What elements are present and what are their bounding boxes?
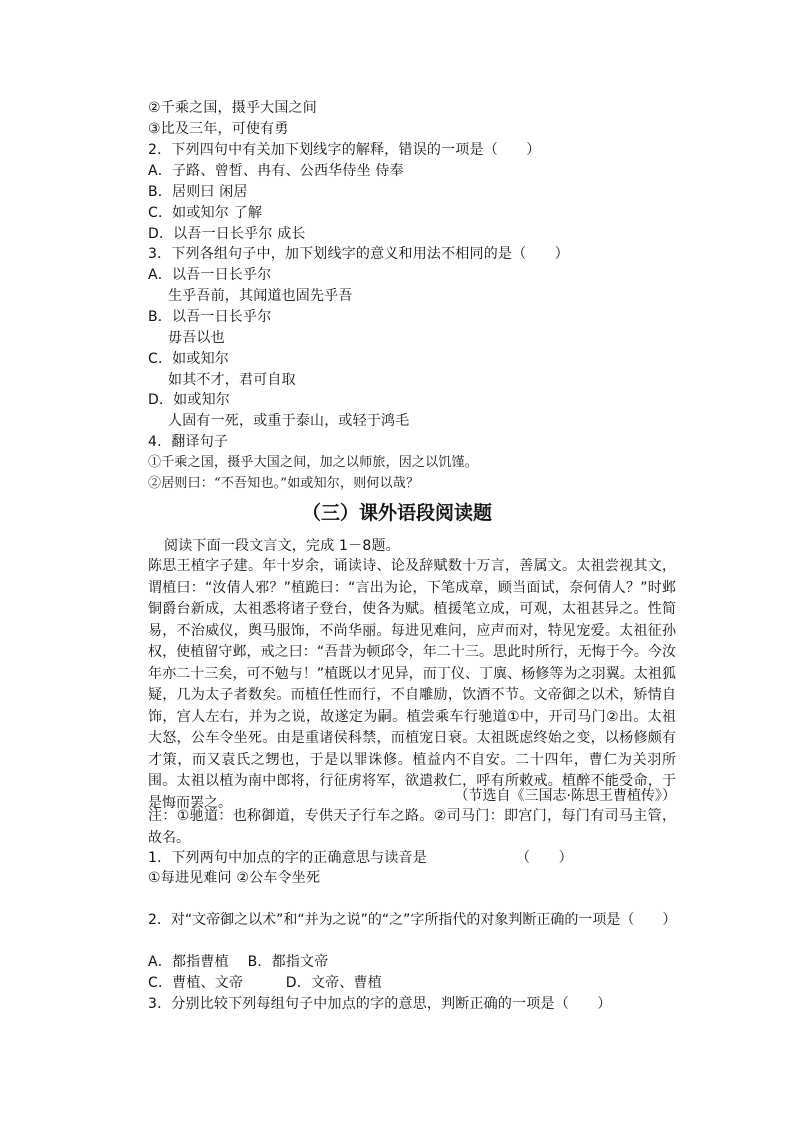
question-2-option-c: C．如或知尔 了解: [148, 205, 263, 221]
question-3-option-d-pair: 人固有一死，或重于泰山，或轻于鸿毛: [168, 413, 410, 429]
question-2-option-b: B．居则曰 闲居: [148, 184, 248, 200]
exercise-2-options-row-1: A．都指曹植 B．都指文帝: [148, 954, 329, 970]
exercise-1-answer-paren: （ ）: [516, 850, 573, 866]
exercise-1-stem: 1．下列两句中加点的字的正确意思与读音是: [148, 850, 427, 866]
text-line: ②千乘之国，摄乎大国之间: [148, 100, 317, 116]
passage-note-text: 注：①驰道：也称御道，专供天子行车之路。②司马门：即宫门，每门有司马主管，故名。: [148, 808, 676, 846]
question-3-option-c: C．如或知尔: [148, 351, 229, 367]
passage-source: （节选自《三国志·陈思王曹植传》）: [454, 788, 676, 804]
question-2-option-a: A．子路、曾皙、冉有、公西华侍坐 侍奉: [148, 163, 404, 179]
question-3-option-d: D．如或知尔: [148, 392, 230, 408]
question-2-option-d: D．以吾一日长乎尔 成长: [148, 226, 306, 242]
section-title: （三）课外语段阅读题: [301, 502, 492, 524]
question-2-stem: 2．下列四句中有关加下划线字的解释，错误的一项是（ ）: [148, 142, 541, 158]
question-3-option-c-pair: 如其不才，君可自取: [168, 372, 296, 388]
question-3-option-a: A．以吾一日长乎尔: [148, 267, 272, 283]
exercise-3-stem: 3．分别比较下列每组句子中加点的字的意思，判断正确的一项是（ ）: [148, 996, 612, 1012]
question-3-option-b-pair: 毋吾以也: [168, 330, 225, 346]
text-line: ③比及三年，可使有勇: [148, 121, 289, 137]
passage-body: 陈思王植字子建。年十岁余，诵读诗、论及辞赋数十万言，善属文。太祖尝视其文，谓植曰：“汝倩人邪？”植跪曰：“言出为论，下笔成章，顾当面试，奈何倩人？”时邺铜爵台新成，太祖悉将诸子登台，使各为赋。植援笔立成，可观，太祖甚异之。性简易，不治威仪，舆马服饰，不尚华丽。每进见难问，应声而对，特见宠爱。太祖征孙权，使植留守邺，戒之曰：“吾昔为顿邱令，年二十三。思此时所行，无悔于今。今汝年亦二十三矣，可不勉与！”植既以才见异，而丁仪、丁廙、杨修等为之羽翼。太祖狐疑，几为太子者数矣。而植任性而行，不自雕励，饮酒不节。文帝御之以术，矫情自饰，宫人左右，并为之说，故遂定为嗣。植尝乘车行驰道①中，开司马门②出。太祖大怒，公车令坐死。由是重诸侯科禁，而植宠日衰。太祖既虑终始之变，以杨修颇有才策，而又袁氏之甥也，于是以罪诛修。植益内不自安。二十四年，曹仁为关羽所围。太祖以植为南中郎将，行征虏将军，欲遣救仁，呼有所敕戒。植醉不能受命，于是悔而罢之。: [148, 558, 676, 811]
translate-sentence-2: ②居则曰：“不吾知也。”如或知尔，则何以哉？: [148, 476, 420, 491]
passage-note: [148, 806, 676, 849]
exercise-2-stem: 2．对“文帝御之以术”和“并为之说”的“之”字所指代的对象判断正确的一项是（ ）: [148, 912, 677, 928]
exercise-2-stem-wrap: [148, 910, 676, 932]
passage-text: [148, 556, 676, 814]
translate-sentence-1: ①千乘之国，摄乎大国之间，加之以师旅，因之以饥馑。: [148, 455, 479, 470]
question-4-stem: 4．翻译句子: [148, 434, 229, 450]
passage-intro: 阅读下面一段文言文，完成 1－8题。: [164, 538, 400, 554]
exercise-1-items: ①每进见难问 ②公车令坐死: [148, 870, 321, 886]
question-3-stem: 3．下列各组句子中，加下划线字的意义和用法不相同的是（ ）: [148, 246, 569, 262]
question-3-option-a-pair: 生乎吾前，其闻道也固先乎吾: [168, 288, 353, 304]
question-3-option-b: B．以吾一日长乎尔: [148, 309, 272, 325]
exercise-2-options-row-2: C．曹植、文帝 D．文帝、曹植: [148, 975, 382, 991]
